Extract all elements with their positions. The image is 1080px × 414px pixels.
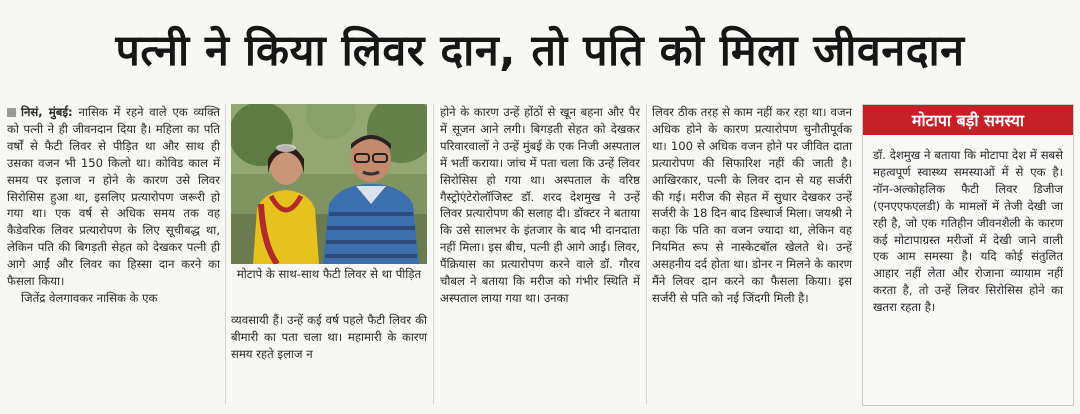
article-paragraph: होने के कारण उन्हें होंठों से खून बहना और पैर में सूजन आने लगी। बिगड़ती सेहत को देखकर परिवारवालों ने उन्हें मुंबई के एक निजी अस्पताल में भर्ती कराया। जांच में पता चला कि उन्हें लिवर सिरोसिस हो गया था। अस्पताल के वरिष्ठ गैस्ट्रोएंटेरोलॉजिस्ट डॉ. शरद देशमुख ने उन्हें लिवर प्रत्यारोपण की सलाह दी। डॉक्टर ने बताया कि उसे सालभर के इंतजार के बाद भी दानदाता नहीं मिला। इस बीच, पत्नी ही आगे आईं। लिवर, पैंक्रियास का प्रत्यारोपण करने वाले डॉ. गौरव चौबल ने बताया कि मरीज को गंभीर स्थिति में अस्पताल लाया गया था। उनका: [440, 105, 640, 305]
sidebar-body: डॉ. देशमुख ने बताया कि मोटापा देश में सबसे महत्वपूर्ण स्वास्थ्य समस्याओं में से एक है। नॉन-अल्कोहलिक फैटी लिवर डिजीज (एनएएफएलडी) के मामलों में तेजी देखी जा रही है, जो एक गतिहीन जीवनशैली के कारण कई मोटापाग्रस्त मरीजों में देखी जाने वाली एक आम समस्या है। यदि कोई संतुलित आहार नहीं लेता और रोजाना व्यायाम नहीं करता है, तो उन्हें लिवर सिरोसिस होने का खतरा रहता है।: [873, 148, 1063, 315]
article-paragraph: लिवर ठीक तरह से काम नहीं कर रहा था। वजन अधिक होने के कारण प्रत्यारोपण चुनौतीपूर्वक था। 100 से अधिक वजन होने पर जीवित दाता प्रत्यारोपण की सिफारिश नहीं की जाती है। आखिरकार, पत्नी के लिवर दान से यह सर्जरी की गई। मरीज की सेहत में सुधार देखकर उन्हें सर्जरी के 18 दिन बाद डिस्चार्ज मिला। जयश्री ने कहा कि पति का वजन ज्यादा था, लेकिन वह नियमित रूप से नास्केटबॉल खेलते थे। उन्हें असहनीय दर्द होता था। डोनर न मिलने के कारण मैंने लिवर दान करने का फैसला किया। इस सर्जरी से पति को नई जिंदगी मिली है।: [652, 105, 852, 305]
lead-text: नासिक में रहने वाले एक व्यक्ति को पत्नी ने ही जीवनदान दिया है। महिला का पति वर्षों से फैटी लिवर से पीड़ित था और साथ ही उसका वजन भी 150 किलो था। कोविड काल में समय पर इलाज न होने के कारण उसे लिवर सिरोसिस हुआ था, इसलिए प्रत्यारोपण जरूरी हो गया था। एक वर्ष से अधिक समय तक वह कैडेवरिक लिवर प्रत्यारोपण के लिए सूचीबद्ध था, लेकिन पति की बिगड़ती सेहत को देखकर पत्नी ही आगे आईं और लिवर का हिस्सा दान करने का फैसला किया।: [7, 105, 221, 289]
article-column-3: [440, 104, 640, 307]
article-lead-paragraph: [7, 104, 220, 290]
photo-block: [231, 104, 427, 310]
photo-caption: मोटापे के साथ-साथ फैटी लिवर से था पीड़ित: [236, 267, 422, 281]
square-bullet-icon: [7, 108, 16, 117]
couple-photo-illustration: [231, 104, 427, 264]
sidebar-box: [862, 104, 1074, 406]
couple-photo: [231, 104, 427, 264]
column-divider: [646, 104, 647, 404]
article-column-4: [652, 104, 852, 307]
article-column-2: [231, 312, 427, 363]
column-divider: [433, 104, 434, 404]
article-paragraph: व्यवसायी हैं। उन्हें कई वर्ष पहले फैटी लिवर की बीमारी का पता चला था। महामारी के कारण समय रहते इलाज न: [231, 313, 427, 361]
article-column-1: [7, 104, 220, 307]
article-paragraph: जितेंद्र वेलगावकर नासिक के एक: [21, 290, 158, 305]
dateline: निसं, मुंबई:: [21, 105, 73, 119]
sidebar-heading: मोटापा बड़ी समस्या: [863, 105, 1073, 135]
column-divider: [225, 104, 226, 404]
headline: पत्नी ने किया लिवर दान, तो पति को मिला जीवनदान: [115, 25, 965, 76]
